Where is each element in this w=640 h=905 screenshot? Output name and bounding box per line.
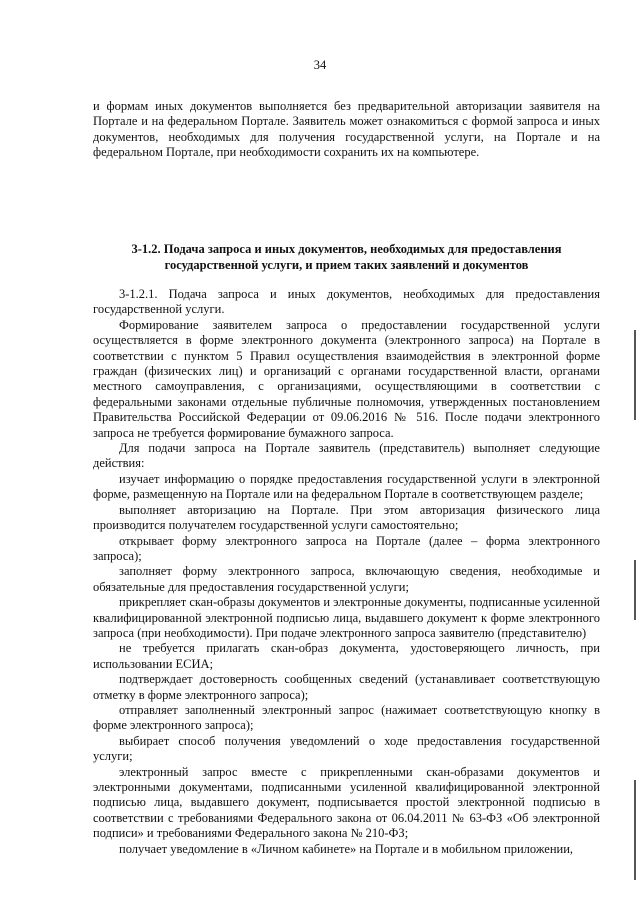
list-item-notification-method: выбирает способ получения уведомлений о ходе предоставления государственной услуги; [93,733,600,764]
list-item-authorization: выполняет авторизацию на Портале. При этом авторизация физического лица производится получателем государственной услуги самостоятельно; [93,502,600,533]
paragraph-actions-intro: Для подачи запроса на Портале заявитель (представитель) выполняет следующие действия: [93,441,600,471]
list-item-open-form: открывает форму электронного запроса на Портале (далее – форма электронного запроса); [93,533,600,563]
list-item-study-info: изучает информацию о порядке предоставления государственной услуги в электронной форме, размещенную на Портале или на федеральном Портале в соответствующем разделе; [93,471,600,502]
list-item-receive-notification: получает уведомление в «Личном кабинете» на Портале и в мобильном приложении, [119,841,574,856]
paragraph-continuation: и формам иных документов выполняется без предварительной авторизации заявителя на Портале и на федеральном Портале. Заявитель может ознакомиться с формой запроса и иных документов, необходимых для получения государственной услуги, на Портале и на федеральном Портале, при необходимости сохранить их на компьютере. [93,99,600,160]
scan-margin-mark [634,330,636,420]
list-item-signature: электронный запрос вместе с прикрепленными скан-образами документов и электронными документами, подписанными усиленной квалифицированной электронной подписью лица, выдавшего документ, подписывается простой электронной подписью в соответствии с требованиями Федерального закона от 06.04.2011 № 63-ФЗ «Об электронной подписи» и требованиями Федерального закона № 210-ФЗ; [93,764,600,841]
scan-margin-mark [634,780,636,880]
list-item-no-id-scan: не требуется прилагать скан-образ документа, удостоверяющего личность, при использовании ЕСИА; [93,641,600,671]
scan-margin-mark [634,560,636,620]
list-item-send-request: отправляет заполненный электронный запрос (нажимает соответствующую кнопку в форме электронного запроса); [93,702,600,733]
section-heading: 3-1.2. Подача запроса и иных документов, необходимых для предоставления государственной услуги, и прием таких заявлений и документов [131,242,562,272]
paragraph-subsection-title: 3-1.2.1. Подача запроса и иных документов, необходимых для предоставления государственной услуги. [93,287,600,317]
list-item-attach-scans: прикрепляет скан-образы документов и электронные документы, подписанные усиленной квалифицированной электронной подписью лица, выдавшего документ к форме электронного запроса (при необходимости). При подаче электронного запроса заявителю (представителю) [93,595,600,640]
paragraph-request-formation: Формирование заявителем запроса о предоставлении государственной услуги осуществляется в форме электронного документа (электронного запроса) на Портале в соответствии с пунктом 5 Правил осуществления взаимодействия в электронной форме граждан (физических лиц) и организаций с органами государственной власти, органами местного самоуправления, с организациями, осуществляющими в соответствии с федеральными законами отдельные публичные полномочия, утвержденных постановлением Правительства Российской Федерации от 09.06.2016 № 516. После подачи электронного запроса не требуется формирование бумажного запроса. [93,317,600,440]
list-item-fill-form: заполняет форму электронного запроса, включающую сведения, необходимые и обязательные для предоставления государственной услуги; [93,564,600,594]
section-body [93,287,600,857]
list-item-confirm-data: подтверждает достоверность сообщенных сведений (устанавливает соответствующую отметку в форме электронного запроса); [93,672,600,702]
top-paragraph-block [93,99,600,161]
page-number: 34 [313,58,327,72]
